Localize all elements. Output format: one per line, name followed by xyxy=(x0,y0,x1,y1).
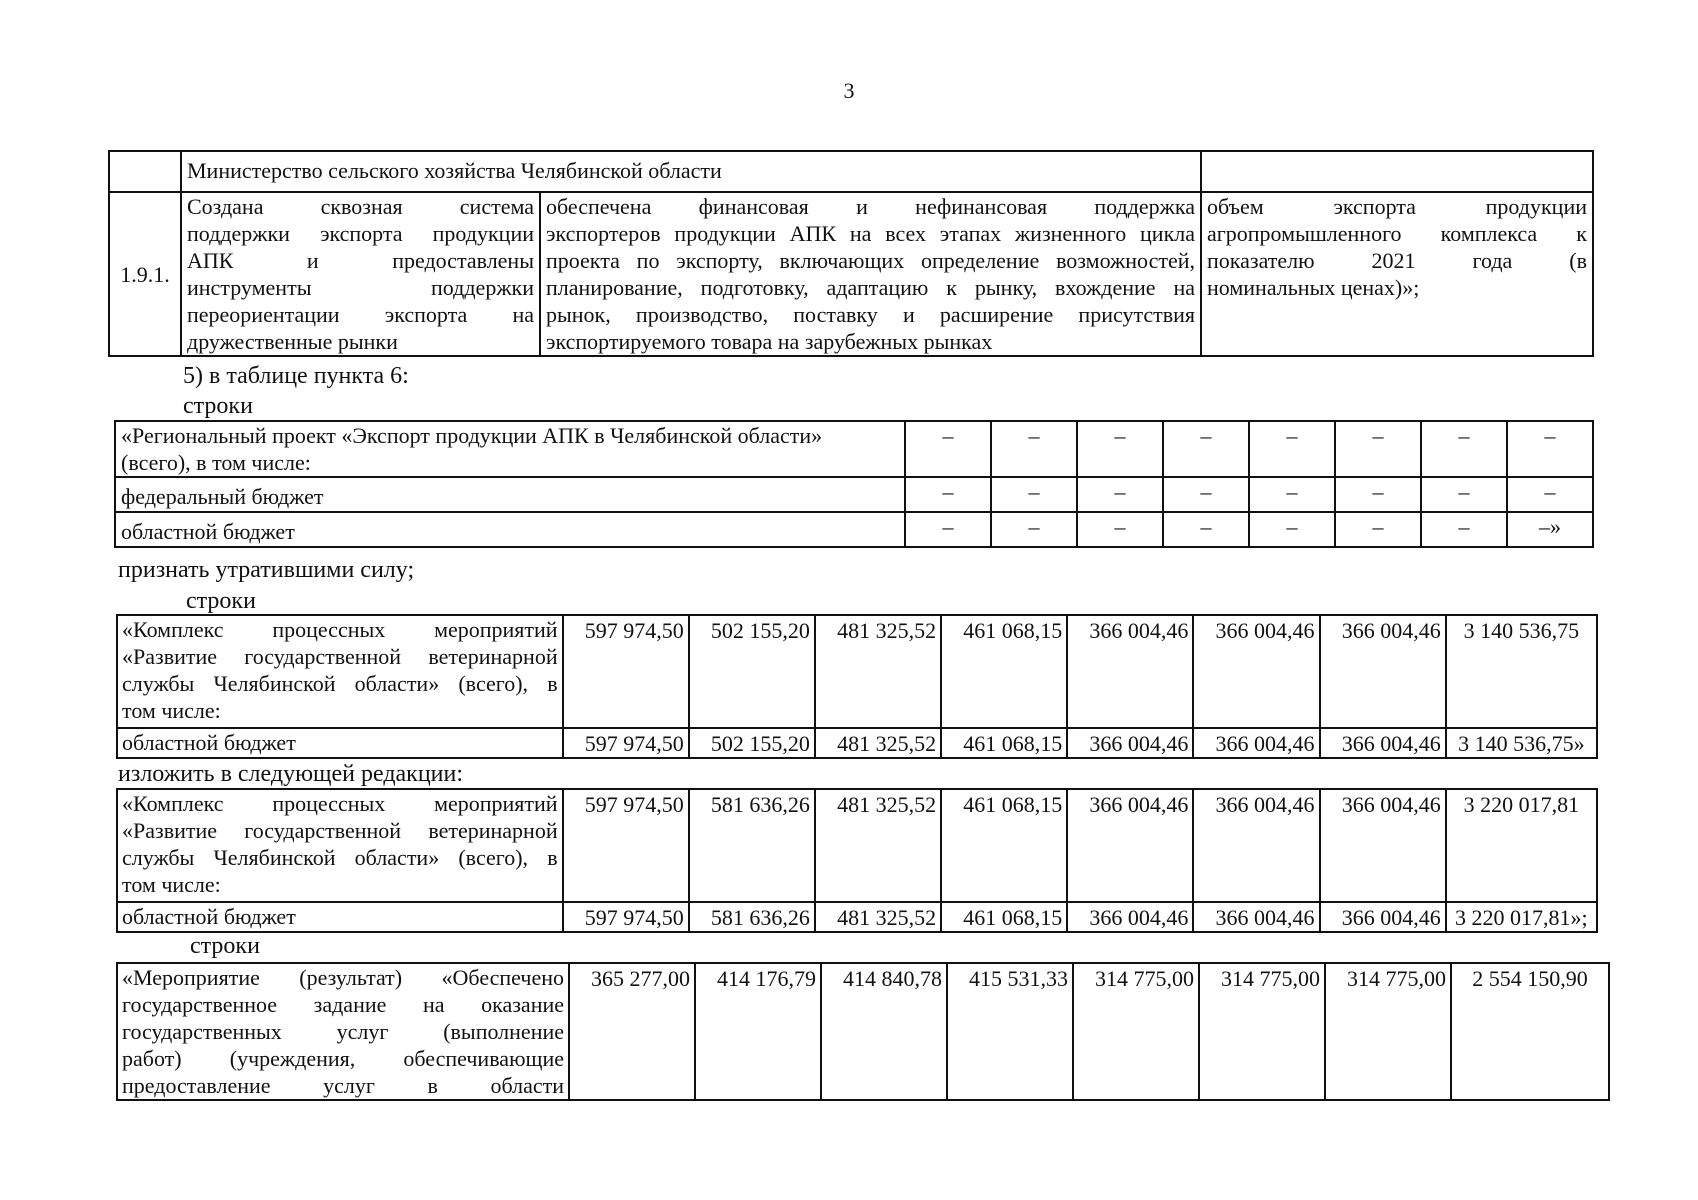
table5-cell: 2 554 150,90 xyxy=(1451,963,1609,1100)
table3-cell: 461 068,15 xyxy=(941,728,1067,758)
table1-org-empty xyxy=(1201,151,1593,192)
table3-cell: 597 974,50 xyxy=(563,615,689,728)
table2-cell: – xyxy=(1421,421,1507,477)
table2-cell: – xyxy=(1163,512,1249,547)
table2-row-label: «Региональный проект «Экспорт продукции АПК в Челябинской области» (всего), в том числе: xyxy=(115,421,905,477)
table3-cell: 3 140 536,75 xyxy=(1446,615,1597,728)
table3-cell: 461 068,15 xyxy=(941,615,1067,728)
table4-cell: 366 004,46 xyxy=(1067,789,1193,902)
table3-cell: 366 004,46 xyxy=(1193,728,1319,758)
table5-cell: 414 176,79 xyxy=(695,963,821,1100)
table4-cell: 461 068,15 xyxy=(941,789,1067,902)
table4-cell: 366 004,46 xyxy=(1320,902,1446,932)
paragraph-repeal: признать утратившими силу; xyxy=(118,557,415,583)
table4-cell: 597 974,50 xyxy=(563,789,689,902)
table4-cell: 581 636,26 xyxy=(689,789,815,902)
table5-row-label: «Мероприятие (результат) «Обеспечено государственное задание на оказание государственных услуг (выполнение работ) (учреждения, обеспечивающие предоставление услуг в области xyxy=(117,963,569,1100)
table-old-veterinary xyxy=(116,614,1598,759)
table2-cell: – xyxy=(1077,512,1163,547)
table4-cell: 366 004,46 xyxy=(1320,789,1446,902)
table1-org-header: Министерство сельского хозяйства Челябинской области xyxy=(181,151,1201,192)
page-number: 3 xyxy=(843,78,855,103)
table2-cell: – xyxy=(991,512,1077,547)
table2-cell: – xyxy=(1077,421,1163,477)
table4-cell: 581 636,26 xyxy=(689,902,815,932)
table4-cell: 366 004,46 xyxy=(1067,902,1193,932)
table3-cell: 3 140 536,75» xyxy=(1446,728,1597,758)
table4-cell: 3 220 017,81»; xyxy=(1446,902,1597,932)
table2-cell: – xyxy=(1507,421,1593,477)
table3-cell: 366 004,46 xyxy=(1320,728,1446,758)
table3-cell: 366 004,46 xyxy=(1067,615,1193,728)
table3-cell: 597 974,50 xyxy=(563,728,689,758)
table3-cell: 366 004,46 xyxy=(1067,728,1193,758)
table3-cell: 502 155,20 xyxy=(689,728,815,758)
table2-cell: – xyxy=(1249,512,1335,547)
table3-cell: 502 155,20 xyxy=(689,615,815,728)
table4-row-label: «Комплекс процессных мероприятий «Развитие государственной ветеринарной службы Челябинской области» (всего), в том числе: xyxy=(117,789,563,902)
paragraph-rows-3: строки xyxy=(190,933,260,959)
table2-cell: – xyxy=(905,477,991,512)
table2-cell: – xyxy=(1163,477,1249,512)
table3-cell: 481 325,52 xyxy=(815,728,941,758)
table2-cell: – xyxy=(1163,421,1249,477)
table4-cell: 366 004,46 xyxy=(1193,789,1319,902)
table2-cell: – xyxy=(991,421,1077,477)
table2-cell: – xyxy=(1249,421,1335,477)
table2-cell: – xyxy=(1335,421,1421,477)
table4-cell: 597 974,50 xyxy=(563,902,689,932)
table4-cell: 461 068,15 xyxy=(941,902,1067,932)
paragraph-rows-2: строки xyxy=(186,588,256,614)
table1-description: обеспечена финансовая и нефинансовая поддержка экспортеров продукции АПК на всех этапах жизненного цикла проекта по экспорту, включающих определение возможностей, планирование, подготовку, адаптацию к рынку, вхождение на рынок, производство, поставку и расширение присутствия экспортируемого товара на зарубежных рынках xyxy=(540,192,1201,356)
table4-cell: 481 325,52 xyxy=(815,902,941,932)
table5-cell: 314 775,00 xyxy=(1073,963,1199,1100)
table2-cell: – xyxy=(1421,512,1507,547)
table2-row-label: областной бюджет xyxy=(115,512,905,547)
table5-cell: 365 277,00 xyxy=(569,963,695,1100)
table2-cell: – xyxy=(1077,477,1163,512)
table5-cell: 314 775,00 xyxy=(1325,963,1451,1100)
table2-cell: – xyxy=(905,421,991,477)
table4-cell: 366 004,46 xyxy=(1193,902,1319,932)
table-new-veterinary xyxy=(116,788,1598,933)
table1-row-number: 1.9.1. xyxy=(109,192,181,356)
table1-empty-cell xyxy=(109,151,181,192)
paragraph-item-5: 5) в таблице пункта 6: xyxy=(183,363,409,389)
table5-cell: 414 840,78 xyxy=(821,963,947,1100)
table3-row-label: «Комплекс процессных мероприятий «Развитие государственной ветеринарной службы Челябинской области» (всего), в том числе: xyxy=(117,615,563,728)
table5-cell: 415 531,33 xyxy=(947,963,1073,1100)
paragraph-new-edition: изложить в следующей редакции: xyxy=(118,761,464,787)
table4-row-label: областной бюджет xyxy=(117,902,563,932)
table-result-1-9-1 xyxy=(108,150,1594,357)
table2-cell: – xyxy=(905,512,991,547)
table2-cell: – xyxy=(1249,477,1335,512)
table-regional-project xyxy=(114,420,1594,548)
table5-cell: 314 775,00 xyxy=(1199,963,1325,1100)
table3-cell: 481 325,52 xyxy=(815,615,941,728)
table3-row-label: областной бюджет xyxy=(117,728,563,758)
table3-cell: 366 004,46 xyxy=(1193,615,1319,728)
table4-cell: 481 325,52 xyxy=(815,789,941,902)
table1-indicator: объем экспорта продукции агропромышленного комплекса к показателю 2021 года (в номинальных ценах)»; xyxy=(1201,192,1593,356)
table3-cell: 366 004,46 xyxy=(1320,615,1446,728)
table4-cell: 3 220 017,81 xyxy=(1446,789,1597,902)
table2-cell: – xyxy=(1421,477,1507,512)
table2-cell: – xyxy=(1335,512,1421,547)
table2-cell: –» xyxy=(1507,512,1593,547)
paragraph-rows-1: строки xyxy=(183,393,253,419)
table-state-assignment xyxy=(116,962,1610,1101)
table1-result: Создана сквозная система поддержки экспорта продукции АПК и предоставлены инструменты поддержки переориентации экспорта на дружественные рынки xyxy=(181,192,540,356)
table2-cell: – xyxy=(1507,477,1593,512)
table2-row-label: федеральный бюджет xyxy=(115,477,905,512)
table2-cell: – xyxy=(1335,477,1421,512)
table2-cell: – xyxy=(991,477,1077,512)
